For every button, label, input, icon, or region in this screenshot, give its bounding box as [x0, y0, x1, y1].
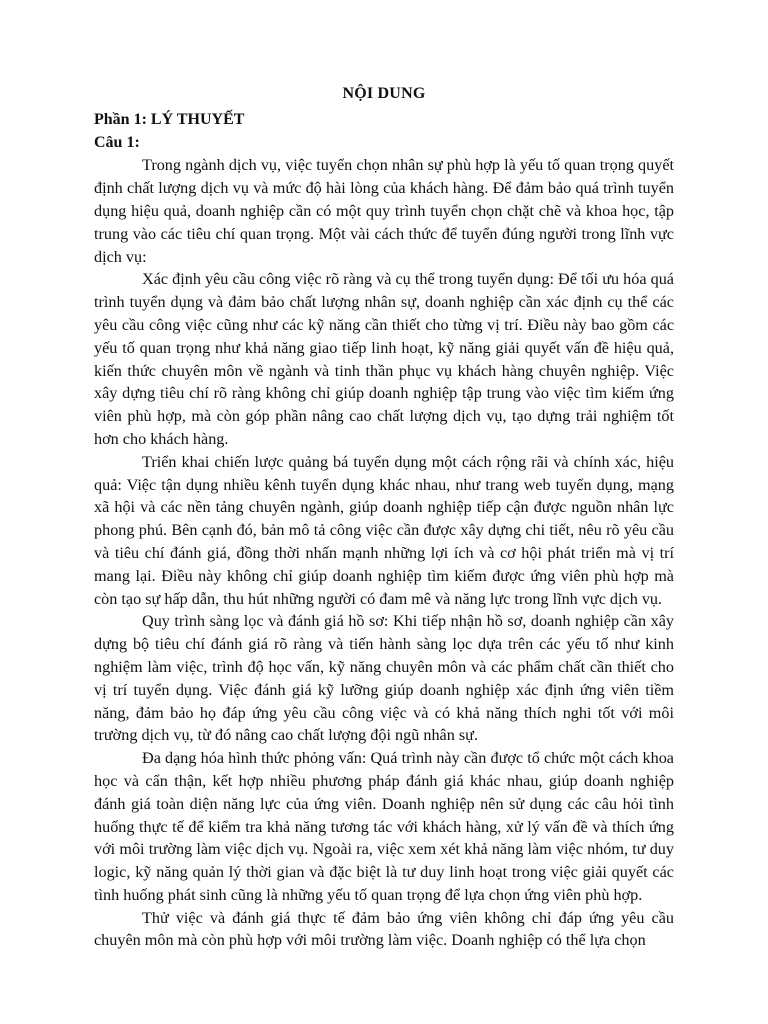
part-heading: Phần 1: LÝ THUYẾT	[94, 110, 245, 128]
paragraph-screening: Quy trình sàng lọc và đánh giá hồ sơ: Khi tiếp nhận hồ sơ, doanh nghiệp cần xây dựng bộ tiêu chí đánh giá rõ ràng và tiến hành sàng lọc dựa trên các yếu tố như kinh nghiệm làm việc, trình độ học vấn, kỹ năng chuyên môn và các phẩm chất cần thiết cho vị trí tuyển dụng. Việc đánh giá kỹ lưỡng giúp doanh nghiệp xác định ứng viên tiềm năng, đảm bảo họ đáp ứng yêu cầu công việc và có khả năng thích nghi tốt với môi trường dịch vụ, từ đó nâng cao chất lượng đội ngũ nhân sự.	[94, 612, 674, 745]
paragraph-job-requirements: Xác định yêu cầu công việc rõ ràng và cụ thể trong tuyển dụng: Để tối ưu hóa quá trình tuyển dụng và đảm bảo chất lượng nhân sự, doanh nghiệp cần xác định cụ thể các yêu cầu công việc cũng như các kỹ năng cần thiết cho từng vị trí. Điều này bao gồm các yếu tố quan trọng như khả năng giao tiếp linh hoạt, kỹ năng giải quyết vấn đề hiệu quả, kiến thức chuyên môn về ngành và tinh thần phục vụ khách hàng chuyên nghiệp. Việc xây dựng tiêu chí rõ ràng không chỉ giúp doanh nghiệp tập trung vào việc tìm kiếm ứng viên phù hợp, mà còn góp phần nâng cao chất lượng dịch vụ, tạo dựng trải nghiệm tốt hơn cho khách hàng.	[94, 270, 674, 448]
paragraph-intro: Trong ngành dịch vụ, việc tuyển chọn nhân sự phù hợp là yếu tố quan trọng quyết định chất lượng dịch vụ và mức độ hài lòng của khách hàng. Để đảm bảo quá trình tuyển dụng hiệu quả, doanh nghiệp cần có một quy trình tuyển chọn chặt chẽ và khoa học, tập trung vào các tiêu chí quan trọng. Một vài cách thức để tuyển đúng người trong lĩnh vực dịch vụ:	[94, 156, 674, 266]
question-heading: Câu 1:	[94, 133, 140, 151]
paragraph-interview: Đa dạng hóa hình thức phỏng vấn: Quá trình này cần được tổ chức một cách khoa học và cẩn thận, kết hợp nhiều phương pháp đánh giá khác nhau, giúp doanh nghiệp đánh giá toàn diện năng lực của ứng viên. Doanh nghiệp nên sử dụng các câu hỏi tình huống thực tế để kiểm tra khả năng tương tác với khách hàng, xử lý vấn đề và thích ứng với môi trường làm việc dịch vụ. Ngoài ra, việc xem xét khả năng làm việc nhóm, tư duy logic, kỹ năng quản lý thời gian và đặc biệt là tư duy linh hoạt trong việc giải quyết các tình huống phát sinh cũng là những yếu tố quan trọng để lựa chọn ứng viên phù hợp.	[94, 749, 674, 904]
paragraph-recruitment-strategy: Triển khai chiến lược quảng bá tuyển dụng một cách rộng rãi và chính xác, hiệu quả: Việc tận dụng nhiều kênh tuyển dụng khác nhau, như trang web tuyển dụng, mạng xã hội và các nền tảng chuyên ngành, giúp doanh nghiệp tiếp cận được nguồn nhân lực phong phú. Bên cạnh đó, bản mô tả công việc cần được xây dựng chi tiết, nêu rõ yêu cầu và tiêu chí đánh giá, đồng thời nhấn mạnh những lợi ích và cơ hội phát triển mà vị trí mang lại. Điều này không chỉ giúp doanh nghiệp tìm kiếm được ứng viên phù hợp mà còn tạo sự hấp dẫn, thu hút những người có đam mê và năng lực trong lĩnh vực dịch vụ.	[94, 452, 674, 608]
document-title: NỘI DUNG	[342, 85, 426, 102]
paragraph-probation: Thử việc và đánh giá thực tế đảm bảo ứng viên không chỉ đáp ứng yêu cầu chuyên môn mà còn phù hợp với môi trường làm việc. Doanh nghiệp có thể lựa chọn	[94, 908, 674, 950]
